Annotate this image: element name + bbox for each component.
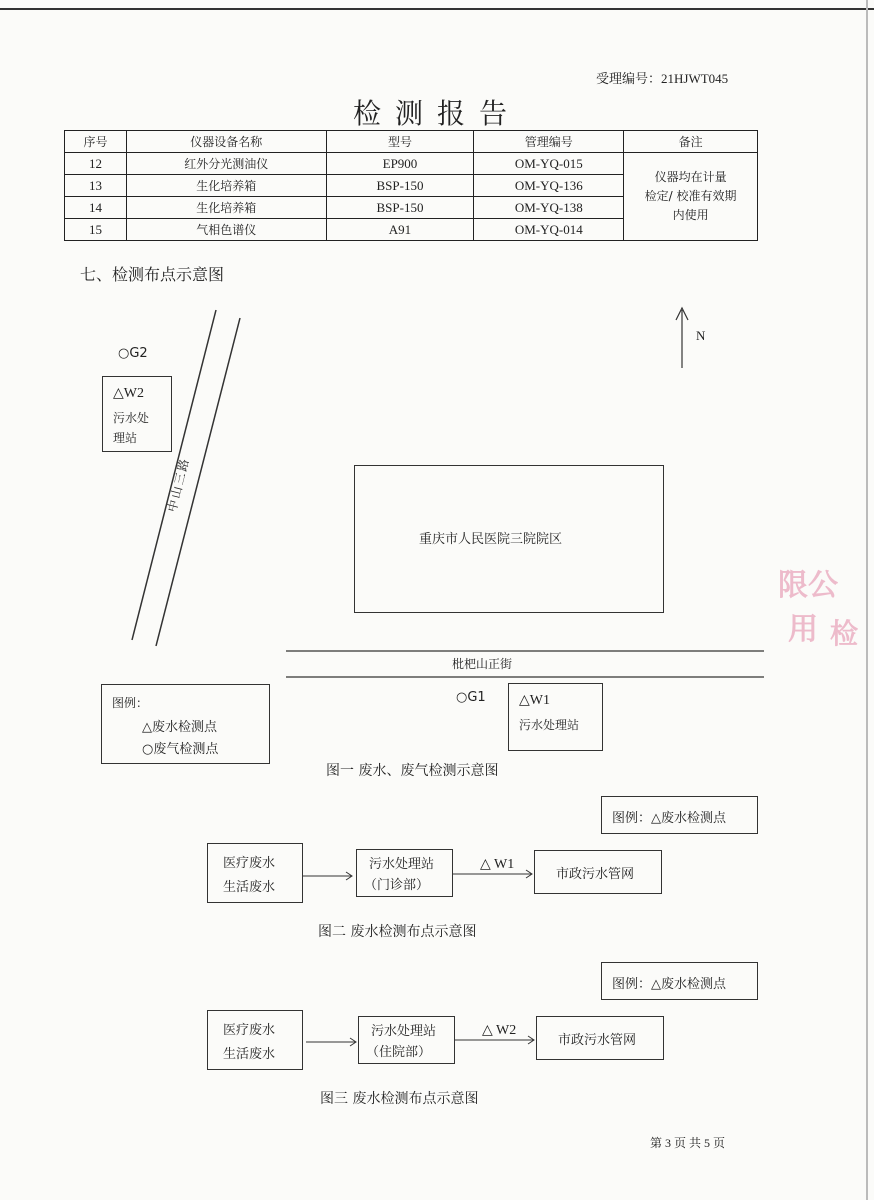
station-label: （住院部） [366,1045,432,1060]
source-label: 医疗废水 [223,856,276,871]
remark-line: 仪器均在计量 [654,170,727,184]
remark-line: 检定/ 校准有效期 [644,189,737,203]
station-label: 污水处理站 [371,1024,437,1039]
remark-line: 内使用 [672,208,709,222]
figure-caption: 图三 废水检测布点示意图 [320,1091,479,1107]
seal-stamp [778,560,838,648]
gas-point-g2: ○G2 [118,346,148,361]
station-label: 污水处 [113,411,150,425]
legend-water: 图例：△废水检测点 [612,811,726,826]
figure-caption: 图一 废水、废气检测示意图 [326,763,499,779]
station-label: 污水处理站 [519,718,580,732]
dest-label: 市政污水管网 [558,1033,637,1048]
row-mgmt-no: OM-YQ-138 [474,197,624,219]
row-model: BSP-150 [326,197,474,219]
water-point-w1: △ W1 [480,857,515,872]
street-label: 枇杷山正街 [452,657,513,671]
station-box [356,849,453,897]
station-label: 污水处理站 [369,857,435,872]
seal-stamp-fragment: 检 [830,617,859,650]
legend-water: 图例：△废水检测点 [612,977,726,992]
row-no: 14 [65,197,127,219]
hospital-area [354,465,664,613]
header-cell: 序号 [65,131,127,153]
dest-box [534,850,662,894]
water-point-w2: △ W2 [482,1023,517,1038]
page-title: 检测报告 [352,97,521,130]
header-cell: 仪器设备名称 [126,131,326,153]
w1-station-box [508,683,603,751]
legend-gas: ○废气检测点 [142,742,219,757]
accept-number: 受理编号：21HJWT045 [596,71,729,86]
stamp-text: 用 [788,612,818,647]
gas-point-g1: ○G1 [456,690,486,705]
figure-caption: 图二 废水检测布点示意图 [318,924,477,940]
row-no: 13 [65,175,127,197]
header-cell: 型号 [326,131,474,153]
row-model: A91 [326,219,474,241]
header-cell: 备注 [624,131,758,153]
row-mgmt-no: OM-YQ-136 [474,175,624,197]
page-number: 第 3 页 共 5 页 [650,1136,726,1150]
legend-box [601,796,758,834]
north-label: N [696,328,706,343]
station-box [358,1016,455,1064]
legend-title: 图例： [112,696,149,710]
row-no: 12 [65,153,127,175]
dest-label: 市政污水管网 [556,867,635,882]
dest-box [536,1016,664,1060]
source-label: 生活废水 [223,880,276,895]
row-name: 生化培养箱 [126,175,326,197]
legend-box [601,962,758,1000]
water-point-w2: △W2 [113,386,144,401]
station-label: 理站 [113,431,138,445]
row-name: 红外分光测油仪 [126,153,326,175]
header-cell: 管理编号 [474,131,624,153]
hospital-label: 重庆市人民医院三院院区 [419,532,563,547]
legend-box [101,684,270,764]
source-box [207,1010,303,1070]
water-point-w1: △W1 [519,693,550,708]
section-title: 七、检测布点示意图 [80,265,225,284]
w2-station-box [102,376,172,452]
station-label: （门诊部） [364,878,430,893]
row-mgmt-no: OM-YQ-015 [474,153,624,175]
source-label: 医疗废水 [223,1023,276,1038]
row-no: 15 [65,219,127,241]
source-label: 生活废水 [223,1047,276,1062]
row-mgmt-no: OM-YQ-014 [474,219,624,241]
road-label: 中山三路 [164,455,193,514]
row-model: EP900 [326,153,474,175]
source-box [207,843,303,903]
road-edge-right [156,318,240,646]
legend-water: △废水检测点 [142,720,217,735]
row-name: 生化培养箱 [126,197,326,219]
row-name: 气相色谱仪 [126,219,326,241]
stamp-text: 限公 [778,568,838,603]
row-model: BSP-150 [326,175,474,197]
